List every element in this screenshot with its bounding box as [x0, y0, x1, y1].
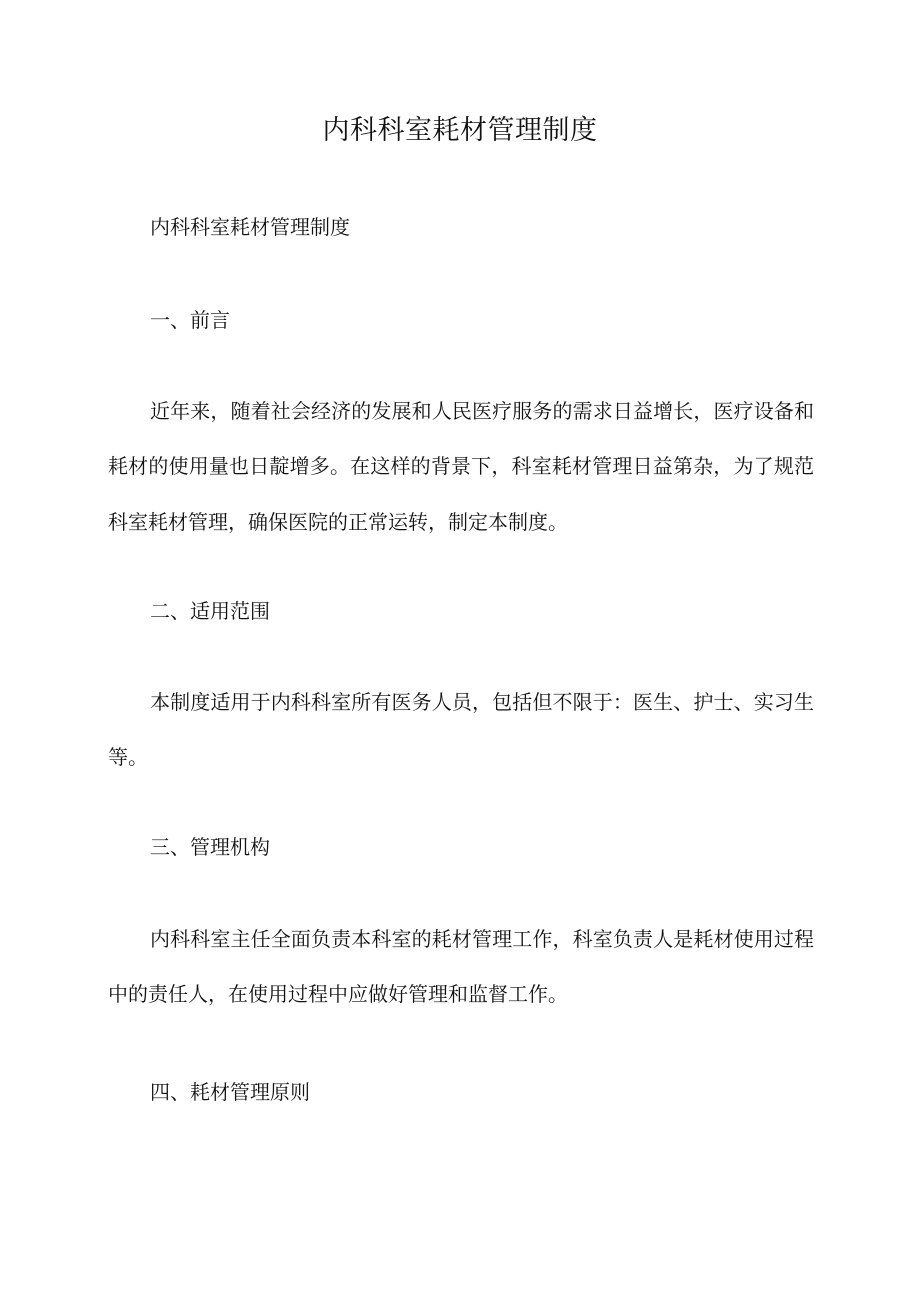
section-heading-organization: 三、管理机构	[150, 835, 270, 859]
preface-line-1: 近年来，随着社会经济的发展和人民医疗服务的需求日益增长，医疗设备和	[150, 399, 814, 423]
page-title: 内科科室耗材管理制度	[322, 115, 598, 146]
section-heading-preface: 一、前言	[150, 308, 230, 332]
organization-line-2: 中的责任人，在使用过程中应做好管理和监督工作。	[108, 982, 568, 1006]
preface-line-2: 耗材的使用量也日靛增多。在这样的背景下，科室耗材管理日益第杂，为了规范	[108, 454, 814, 478]
document-subtitle: 内科科室耗材管理制度	[150, 215, 350, 239]
scope-line-1: 本制度适用于内科科室所有医务人员，包括但不限于：医生、护士、实习生	[150, 690, 814, 714]
preface-line-3: 科室耗材管理，确保医院的正常运转，制定本制度。	[108, 510, 568, 534]
scope-line-2: 等。	[108, 745, 148, 769]
section-heading-scope: 二、适用范围	[150, 599, 270, 623]
organization-line-1: 内科科室主任全面负责本科室的耗材管理工作，科室负责人是耗材使用过程	[150, 927, 814, 951]
section-heading-principles: 四、耗材管理原则	[150, 1080, 310, 1104]
